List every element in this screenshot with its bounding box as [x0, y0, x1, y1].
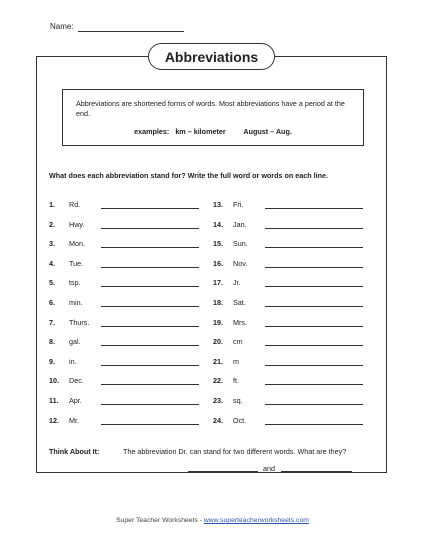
- question-number: 19.: [213, 317, 223, 327]
- question-number: 21.: [213, 356, 223, 366]
- question-item: [49, 259, 209, 269]
- question-item: [49, 396, 209, 406]
- page-title: Abbreviations: [148, 43, 275, 70]
- examples-line: [62, 127, 364, 136]
- question-number: 15.: [213, 239, 223, 249]
- question-item: [213, 416, 373, 426]
- question-number: 3.: [49, 239, 55, 249]
- question-item: [49, 357, 209, 367]
- answer-line[interactable]: [101, 306, 199, 307]
- example-1: km – kilometer: [175, 127, 226, 136]
- footer: [0, 517, 425, 524]
- abbreviation: Fri.: [233, 200, 244, 209]
- question-number: 24.: [213, 415, 223, 425]
- question-item: [213, 357, 373, 367]
- question-item: [213, 278, 373, 288]
- question-number: 6.: [49, 298, 55, 307]
- answer-line[interactable]: [101, 404, 199, 405]
- question-number: 13.: [213, 200, 223, 209]
- answer-line[interactable]: [265, 384, 363, 385]
- answer-line[interactable]: [101, 228, 199, 229]
- abbreviation: Hwy.: [69, 219, 85, 229]
- answer-line[interactable]: [265, 208, 363, 209]
- answer-line[interactable]: [265, 365, 363, 366]
- question-item: [49, 239, 209, 249]
- question-number: 10.: [49, 376, 59, 386]
- question-number: 5.: [49, 278, 55, 288]
- question-number: 12.: [49, 415, 59, 425]
- question-number: 1.: [49, 200, 55, 209]
- question-number: 4.: [49, 258, 55, 268]
- question-item: [49, 376, 209, 386]
- question-item: [213, 200, 373, 210]
- abbreviation: Mr.: [69, 415, 79, 425]
- abbreviation: Jan.: [233, 219, 247, 229]
- abbreviation: cm: [233, 337, 243, 347]
- abbreviation: Sat.: [233, 298, 246, 307]
- question-item: [213, 298, 373, 308]
- question-item: [213, 396, 373, 406]
- question-item: [49, 298, 209, 308]
- answer-line[interactable]: [101, 424, 199, 425]
- abbreviation: min.: [69, 298, 83, 307]
- question-number: 17.: [213, 278, 223, 288]
- question-number: 9.: [49, 356, 55, 366]
- question-number: 23.: [213, 396, 223, 405]
- answer-line[interactable]: [265, 306, 363, 307]
- abbreviation: in.: [69, 356, 77, 366]
- question-item: [49, 416, 209, 426]
- answer-line[interactable]: [101, 384, 199, 385]
- question-item: [213, 239, 373, 249]
- question-number: 22.: [213, 376, 223, 386]
- answer-line[interactable]: [265, 424, 363, 425]
- instructions: What does each abbreviation stand for? Write the full word or words on each line.: [49, 171, 329, 180]
- footer-link[interactable]: www.superteacherworksheets.com: [203, 517, 309, 524]
- abbreviation: Rd.: [69, 200, 81, 209]
- abbreviation: gal.: [69, 337, 81, 347]
- answer-line[interactable]: [101, 286, 199, 287]
- answer-line[interactable]: [101, 365, 199, 366]
- answer-line[interactable]: [265, 404, 363, 405]
- abbreviation: sq.: [233, 396, 243, 405]
- question-item: [213, 259, 373, 269]
- question-number: 18.: [213, 298, 223, 307]
- question-item: [49, 200, 209, 210]
- answer-line-2[interactable]: [281, 471, 352, 472]
- question-number: 8.: [49, 337, 55, 347]
- definition-text: Abbreviations are shortened forms of words. Most abbreviations have a period at the end.: [76, 99, 345, 118]
- answer-line-1[interactable]: [188, 471, 258, 472]
- question-item: [213, 337, 373, 347]
- abbreviation: m: [233, 356, 239, 366]
- example-2: August – Aug.: [243, 127, 292, 136]
- abbreviation: Sun.: [233, 239, 248, 249]
- abbreviation: Mrs.: [233, 317, 247, 327]
- question-item: [49, 220, 209, 230]
- answer-line[interactable]: [265, 228, 363, 229]
- abbreviation: Jr.: [233, 278, 241, 288]
- abbreviation: Nov.: [233, 258, 248, 268]
- abbreviation: Tue.: [69, 258, 84, 268]
- abbreviation: ft.: [233, 376, 239, 386]
- abbreviation: tsp.: [69, 278, 81, 288]
- question-number: 11.: [49, 396, 59, 405]
- answer-line[interactable]: [101, 247, 199, 248]
- question-item: [49, 278, 209, 288]
- abbreviation: Apr.: [69, 396, 82, 405]
- think-about-it-question: The abbreviation Dr. can stand for two different words. What are they?: [123, 447, 347, 456]
- answer-line[interactable]: [101, 326, 199, 327]
- question-item: [49, 337, 209, 347]
- question-number: 2.: [49, 219, 55, 229]
- abbreviation: Mon.: [69, 239, 85, 249]
- think-about-it-label: Think About It:: [49, 447, 100, 456]
- and-text: and: [263, 464, 275, 473]
- examples-label: examples:: [134, 127, 170, 136]
- abbreviation: Dec.: [69, 376, 84, 386]
- question-item: [213, 220, 373, 230]
- question-item: [213, 318, 373, 328]
- question-item: [213, 376, 373, 386]
- question-number: 14.: [213, 219, 223, 229]
- question-number: 7.: [49, 317, 55, 327]
- answer-line[interactable]: [265, 326, 363, 327]
- answer-line[interactable]: [265, 267, 363, 268]
- question-number: 16.: [213, 258, 223, 268]
- name-line: [78, 31, 184, 32]
- question-number: 20.: [213, 337, 223, 347]
- answer-line[interactable]: [265, 345, 363, 346]
- footer-brand: Super Teacher Worksheets -: [116, 517, 204, 524]
- answer-line[interactable]: [101, 345, 199, 346]
- abbreviation: Thurs.: [69, 317, 90, 327]
- answer-line[interactable]: [265, 286, 363, 287]
- question-item: [49, 318, 209, 328]
- name-label: Name:: [50, 22, 74, 31]
- answer-line[interactable]: [265, 247, 363, 248]
- answer-line[interactable]: [101, 208, 199, 209]
- abbreviation: Oct.: [233, 415, 247, 425]
- answer-line[interactable]: [101, 267, 199, 268]
